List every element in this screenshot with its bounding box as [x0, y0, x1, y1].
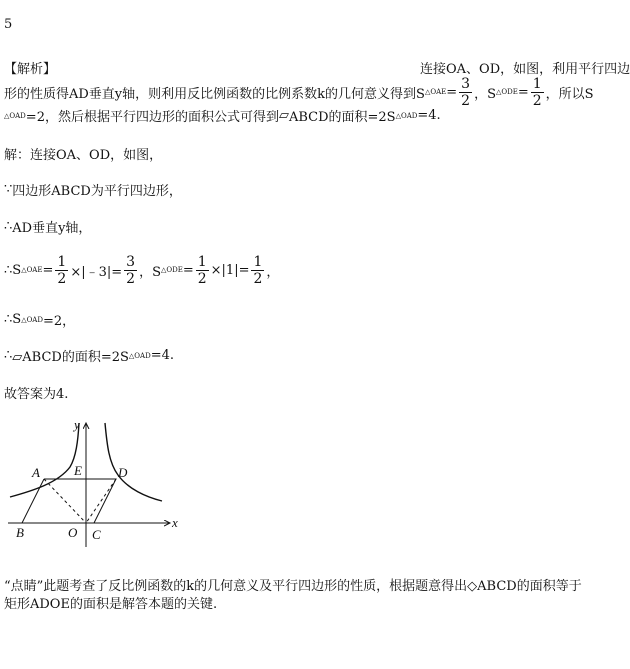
- label-e: E: [74, 463, 82, 478]
- analysis-text: 形的性质得AD垂直y轴，则利用反比例函数的比例系数k的几何意义得到S: [4, 86, 425, 102]
- label-c: C: [92, 527, 101, 542]
- comment-line-1: “点睛”此题考查了反比例函数的k的几何意义及平行四边形的性质，根据题意得出◇ABCD的面积等于: [4, 579, 582, 594]
- comment-line-2: 矩形ADOE的面积是解答本题的关键.: [4, 597, 218, 612]
- question-number: 5: [4, 17, 13, 32]
- analysis-text: ABCD的面积=2S: [288, 110, 396, 125]
- analysis-text: =4.: [417, 108, 441, 123]
- denominator: 2: [57, 270, 67, 287]
- solution-text: ×|﹣3|=: [70, 264, 123, 280]
- analysis-line-3: [4, 106, 441, 125]
- analysis-text: =2，然后根据平行四边形的面积公式可得到: [25, 110, 279, 125]
- denominator: 2: [532, 92, 542, 109]
- fraction-three-halves: [459, 77, 472, 108]
- solution-text: S: [12, 312, 22, 327]
- therefore-symbol: ∴: [4, 312, 13, 327]
- solution-text: ▱ABCD的面积=2S: [12, 350, 129, 365]
- numerator: 1: [197, 253, 207, 270]
- segment-oa: [44, 479, 86, 523]
- solution-text: ×|1|=: [210, 262, 250, 278]
- numerator: 1: [532, 75, 542, 92]
- subscript-oad: △OAD: [21, 315, 43, 324]
- fraction-one-half: [196, 255, 209, 286]
- therefore-symbol: ∴: [4, 219, 13, 234]
- solution-text: AD垂直y轴，: [12, 221, 92, 236]
- denominator: 2: [461, 92, 471, 109]
- solution-text: =4.: [150, 348, 174, 363]
- therefore-symbol: ∴: [4, 262, 13, 278]
- solution-line-3: [4, 217, 91, 236]
- subscript-ode: △ODE: [495, 88, 518, 96]
- solution-text: 四边形ABCD为平行四边形，: [12, 184, 182, 199]
- label-d: D: [118, 465, 128, 480]
- equals-sign: =: [517, 84, 529, 100]
- label-a: A: [32, 465, 40, 480]
- geometry-figure: [4, 415, 184, 555]
- solution-text: ，: [266, 264, 280, 280]
- denominator: 2: [126, 270, 136, 287]
- therefore-symbol: ∴: [4, 348, 13, 363]
- because-symbol: ∵: [4, 182, 13, 197]
- subscript-oae: △OAE: [21, 266, 43, 274]
- fraction-one-half: [251, 255, 264, 286]
- equals-sign: =: [446, 84, 458, 100]
- label-x: x: [172, 515, 178, 530]
- analysis-text: ，所以S: [545, 86, 594, 102]
- fraction-one-half: [531, 77, 544, 108]
- equals-sign: =: [182, 262, 194, 278]
- subscript-ode: △ODE: [160, 266, 183, 274]
- left-hyperbola-branch: [10, 423, 79, 497]
- label-o: O: [68, 525, 78, 540]
- equals-sign: =: [42, 262, 54, 278]
- fraction-three-halves: [124, 255, 137, 286]
- analysis-line-1: 连接OA、OD，如图，利用平行四边: [420, 62, 630, 77]
- right-hyperbola-branch: [105, 423, 162, 501]
- parallelogram-abcd: [22, 479, 116, 523]
- fraction-one-half: [55, 255, 68, 286]
- analysis-text: ，S: [474, 86, 496, 102]
- solution-line-6: [4, 346, 174, 365]
- solution-text: =2，: [42, 314, 76, 329]
- solution-line-2: [4, 180, 182, 199]
- solution-line-5: [4, 310, 75, 329]
- label-b: B: [16, 525, 24, 540]
- denominator: 2: [253, 270, 263, 287]
- analysis-line-2: [4, 74, 594, 110]
- solution-line-1: 解：连接OA、OD，如图，: [4, 148, 163, 163]
- solution-line-4: [4, 252, 279, 288]
- solution-text: S: [12, 262, 22, 278]
- numerator: 1: [253, 253, 263, 270]
- subscript-oad: △OAD: [128, 351, 151, 360]
- numerator: 1: [57, 253, 67, 270]
- denominator: 2: [197, 270, 207, 287]
- parallelogram-symbol: ▱: [278, 108, 289, 123]
- segment-od: [86, 479, 116, 523]
- answer-line: 故答案为4.: [4, 387, 69, 402]
- label-y: y: [74, 417, 80, 432]
- subscript-oad: △OAD: [4, 111, 26, 120]
- subscript-oad: △OAD: [395, 111, 418, 120]
- numerator: 3: [461, 75, 471, 92]
- subscript-oae: △OAE: [424, 88, 447, 96]
- solution-text: ，S: [139, 264, 161, 280]
- numerator: 3: [126, 253, 136, 270]
- analysis-heading: 【解析】: [4, 62, 57, 77]
